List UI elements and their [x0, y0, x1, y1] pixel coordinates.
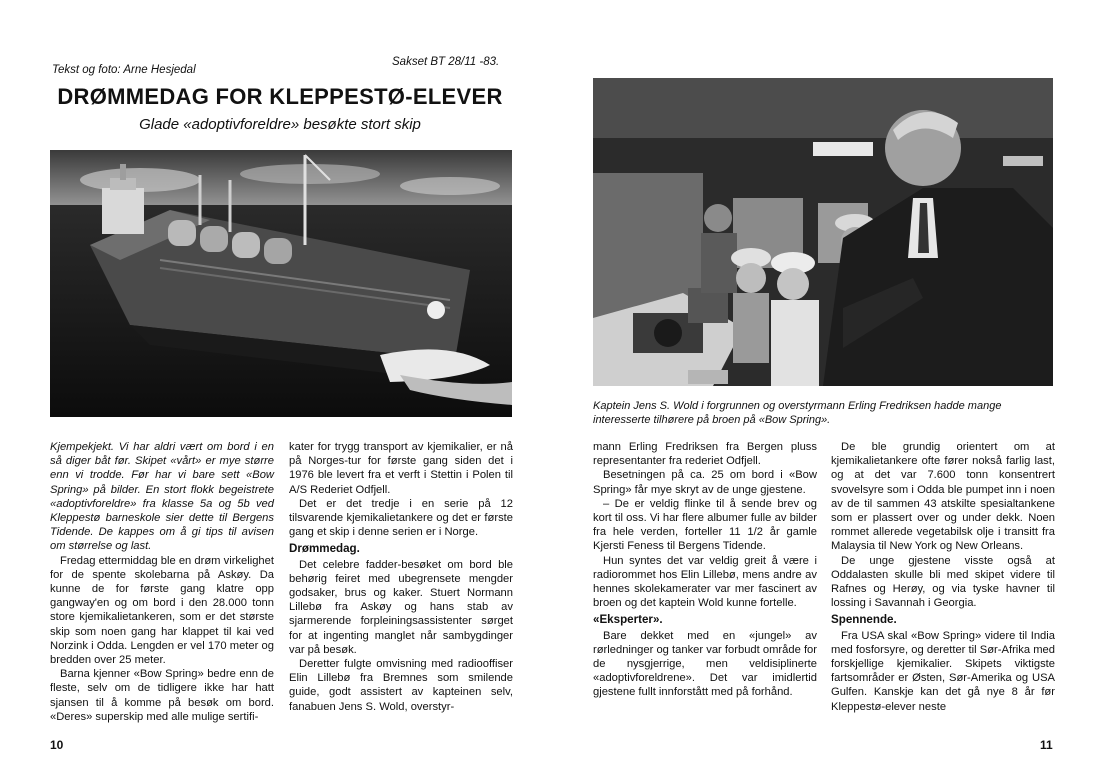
- right-column-1: [593, 440, 817, 700]
- paragraph: Deretter fulgte omvisning med radiooffiser Elin Lillebø fra Bremnes som smilende guide, godt assistert av kapteinen selv, fanabuen Jens S. Wold, overstyr-: [289, 658, 513, 713]
- paragraph: Hun syntes det var veldig greit å være i radiorommet hos Elin Lillebø, mens andre av hennes skolekamerater var mer fascinert av broen og det kaptein Wold kunne fortelle.: [593, 554, 817, 610]
- photo-credit: Tekst og foto: Arne Hesjedal: [52, 64, 196, 76]
- paragraph: Barna kjenner «Bow Spring» bedre enn de fleste, selv om de tidligere ikke har hatt sjansen til å komme på besøk om bord. «Deres» superskip med alle mulige sertifi-: [50, 668, 274, 723]
- page-number-right: 11: [1040, 738, 1053, 752]
- left-column-2: [289, 440, 513, 714]
- paragraph: Det celebre fadder-besøket om bord ble behørig feiret med ubegrensete mengder godsaker, brus og kaker. Stuert Normann Lillebø fra Askøy og hans stab av sjarmerende forpleiningsassistenter sørget for at ingenting manglet når sambygdinger var på besøk.: [289, 558, 513, 656]
- headline: DRØMMEDAG FOR KLEPPESTØ-ELEVER: [57, 84, 503, 109]
- paragraph: Fra USA skal «Bow Spring» videre til India med fosforsyre, og deretter til Sør-Afrika med forskjellige kjemikalier. Skipets viktigste fartsområder er Østen, Sør-Amerika og USA Gulfen. Kanskje kan det gå nye 8 år før Kleppestø-elever neste: [831, 629, 1055, 713]
- lead-paragraph: Kjempekjekt. Vi har aldri vært om bord i en så diger båt før. Skipet «vårt» er mye større enn vi trodde. Før har vi bare sett «Bow Spring» på bilder. En stort flokk begeistrete «adoptivforeldre» fra klasse 5a og 5b ved Kleppestø barneskole sier dette til Bergens Tidende. De kappes om å gi tips til avisen om størrelse og last.: [50, 441, 274, 553]
- paragraph: Bare dekket med en «jungel» av rørledninger og tanker var forbudt område for de nysgjerrige, men veldisiplinerte «adoptivforeldrene». Det var imidlertid gjestene fullt innforstått med på forhånd.: [593, 629, 817, 699]
- paragraph: Besetningen på ca. 25 om bord i «Bow Spring» får mye skryt av de unge gjestene.: [593, 469, 817, 496]
- subheadline: Glade «adoptivforeldre» besøkte stort skip: [139, 116, 421, 133]
- photo-caption: Kaptein Jens S. Wold i forgrunnen og overstyrmann Erling Fredriksen hadde mange interesserte tilhørere på broen på «Bow Spring».: [593, 400, 1002, 426]
- paragraph: Fredag ettermiddag ble en drøm virkelighet for de spente skolebarna på Askøy. Da kunne de for første gang klatre opp gangway'en og om bord i den 28.000 tonn store kjemikalietankeren, som er det største skip som noen gang har klappet til kai ved Norzink i Odda. Lengden er vel 170 meter og bredden over 25 meter.: [50, 554, 274, 667]
- bridge-photo: [593, 78, 1053, 386]
- ship-photo: [50, 150, 512, 417]
- section-heading: Drømmedag.: [289, 542, 360, 556]
- paragraph: – De er veldig flinke til å sende brev og kort til oss. Vi har flere albumer fulle av bilder fra hele verden, forteller 11 1/2 år gamle Kjersti Feness til Bergens Tidende.: [593, 497, 817, 553]
- right-column-2: [831, 440, 1055, 714]
- paragraph: De unge gjestene visste også at Oddalasten skulle bli med skipet videre til Rafnes og Herøy, og via tyske havner til lossing i Savannah i Georgia.: [831, 554, 1055, 610]
- source-note: Sakset BT 28/11 -83.: [392, 56, 500, 68]
- section-heading: Spennende.: [831, 613, 897, 627]
- paragraph: Det er det tredje i en serie på 12 tilsvarende kjemikalietankere og det er første gang et skip i denne serien er i Norge.: [289, 497, 513, 539]
- page-number-left: 10: [50, 738, 64, 752]
- left-column-1: [50, 440, 274, 724]
- paragraph: mann Erling Fredriksen fra Bergen pluss representanter fra rederiet Odfjell.: [593, 441, 817, 468]
- section-heading: «Eksperter».: [593, 613, 663, 627]
- paragraph: De ble grundig orientert om at kjemikalietankere ofte fører nokså farlig last, og at det var 7.600 tonn konsentrert svovelsyre som i Odda ble pumpet inn i noen av de til sammen 43 atskilte spesialtankene som er plassert over og under dekk. Noen rommet allerede vegetabilsk olje i transitt fra Malaysia til New York og New Orleans.: [831, 441, 1055, 553]
- paragraph: kater for trygg transport av kjemikalier, er nå på Norges-tur for første gang siden det i 1976 ble levert fra et verft i Stettin i Polen til A/S Rederiet Odfjell.: [289, 441, 513, 496]
